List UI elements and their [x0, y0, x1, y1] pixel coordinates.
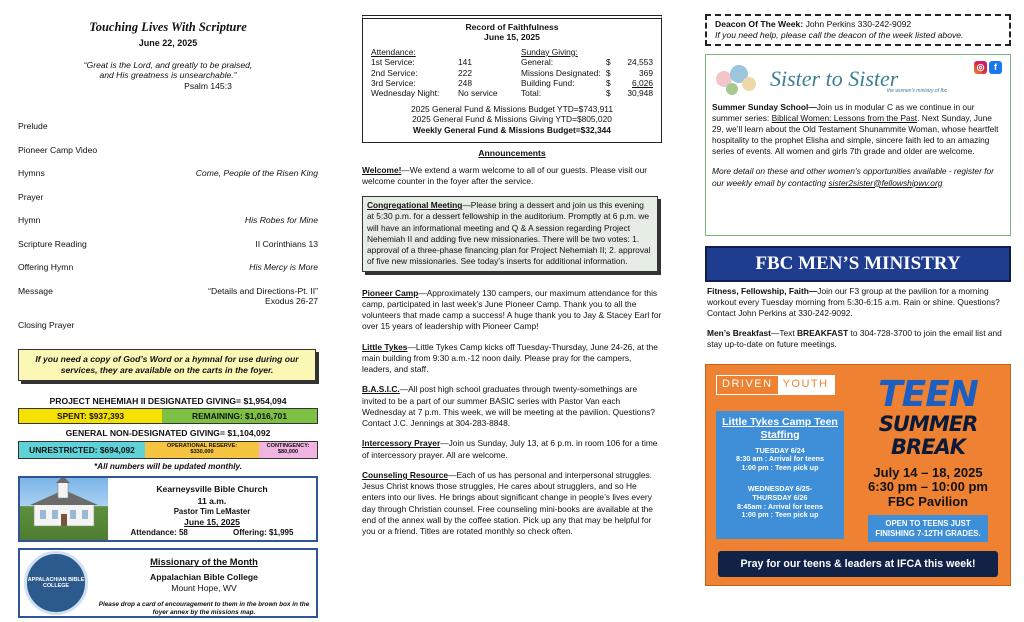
giving-row [521, 68, 653, 78]
giving-value: 24,553 [627, 57, 653, 68]
giving-dollar: $ [606, 67, 611, 78]
verse-line-1: “Great is the Lord, and greatly to be praised, [83, 59, 253, 70]
event-details [854, 466, 1002, 510]
mens-ministry-banner: FBC MEN’S MINISTRY [705, 246, 1011, 282]
giving-dollar: $ [606, 88, 611, 99]
budget-summary [371, 104, 653, 136]
record-of-faithfulness [362, 15, 662, 143]
summer-break-heading: SUMMER BREAK [878, 412, 978, 459]
announcement-text: —Little Tykes Camp kicks off Tuesday-Thursday, June 24-26, at the main building from 9:30 a.m.-12 noon daily. Please pray for the campers, leaders, and staff. [362, 341, 658, 375]
giving-key: Missions Designated: [521, 67, 601, 78]
church-plant-info [108, 478, 316, 540]
prayer-banner: Pray for our teens & leaders at IFCA this week! [718, 551, 998, 577]
order-of-service [18, 121, 318, 343]
school-text-2: . Next Sunday, June 29, we’ll learn about the Old Testament Shunammite Woman, whose heartfelt hospitality to the prophet Elisha and simple, sincere faith led to an amazing series of events. All women and girls 7th grade and older are welcome. [712, 113, 999, 157]
event-dates: July 14 – 18, 2025 [873, 464, 983, 480]
attendance-row [371, 68, 521, 78]
instagram-icon[interactable]: ◎ [974, 61, 987, 74]
church-date: June 15, 2025 [184, 516, 240, 527]
record-title: Record of Faithfulness [465, 22, 559, 32]
service-item-label: Prayer [18, 191, 44, 202]
intercessory-prayer-announcement [362, 438, 662, 461]
service-item-label: Scripture Reading [18, 238, 87, 249]
missionary-info [92, 550, 316, 616]
service-item [18, 239, 318, 263]
wednesday-label: WEDNESDAY 6/25- [747, 483, 813, 493]
tykes-staffing-heading: Little Tykes Camp Teen Staffing [722, 416, 838, 441]
deacon-of-week-box [705, 14, 1011, 46]
service-item-detail: II Corinthians 13 [255, 238, 318, 249]
sister-email-link[interactable]: sister2sister@fellowshipwv.org [828, 177, 943, 188]
announcement-lead: Intercessory Prayer [362, 438, 441, 449]
announcement-lead: Pioneer Camp [362, 287, 419, 298]
announcement-text: —All post high school graduates through twenty-somethings are invited to be a part of our summer BASIC series with Pastor Van each Wednesday at 7 p.m. This week, we will be meeting at the pavilion. Questions? Contact J.C. Jennings at 304-283-8848. [362, 384, 655, 429]
announcement-lead: Little Tykes [362, 341, 408, 352]
announcement-lead: Congregational Meeting [367, 200, 463, 211]
service-item-detail [208, 286, 318, 320]
pioneer-camp-announcement [362, 288, 662, 333]
giving-value: 6,026 [632, 77, 653, 88]
breakfast-lead: Men’s Breakfast [707, 328, 771, 339]
college-seal-icon: APPALACHIAN BIBLE COLLEGE [24, 551, 88, 615]
giving-row [521, 88, 653, 98]
bible-hymnal-note: If you need a copy of God’s Word or a hymnal for use during our services, they are available on the carts in the foyer. [18, 349, 316, 380]
fff-announcement [705, 286, 1011, 319]
breakfast-word: BREAKFAST [797, 328, 849, 339]
operational-value: $330,000 [190, 449, 214, 456]
attendance-value: 248 [458, 77, 472, 88]
breakfast-announcement [705, 328, 1011, 350]
basic-announcement [362, 384, 662, 429]
service-item-detail: His Robes for Mine [244, 215, 318, 226]
service-item-label: Hymn [18, 215, 41, 226]
deacon-note: If you need help, please call the deacon of the week listed above. [715, 29, 964, 40]
service-item [18, 121, 318, 145]
social-links [974, 61, 1002, 74]
nehemiah-heading: PROJECT NEHEMIAH II DESIGNATED GIVING= $1,954,094 [49, 395, 287, 406]
wednesday-pickup: 1:00 pm : Teen pick up [741, 510, 819, 520]
service-item [18, 262, 318, 286]
deacon-label: Deacon Of The Week: [715, 19, 804, 29]
service-item-label: Offering Hymn [18, 262, 74, 273]
sister-logo-text: Sister to Sister [770, 66, 899, 92]
missionary-location: Mount Hope, WV [171, 582, 237, 593]
message-passage: Exodus 26-27 [264, 296, 318, 307]
giving-row [521, 78, 653, 88]
giving-dollar: $ [606, 57, 611, 68]
announcements-heading: Announcements [478, 148, 546, 158]
service-item [18, 192, 318, 216]
attendance-row [371, 78, 521, 88]
announcement-text: —Please bring a dessert and join us this evening at 5:30 p.m. for a dessert fellowship in the auditorium. Promptly at 6 p.m. we will have an informational meeting and Q & A session regarding Project Nehemiah II and adding five new missionaries. There will be two votes: 1. approval of a three-phase financing plan for Project Nehemiah II; 2. approval of five new missionaries. See today’s inserts for additional information. [367, 200, 651, 267]
attendance-key: 1st Service: [371, 57, 415, 68]
missionary-card [18, 548, 318, 618]
bulletin-title: Touching Lives With Scripture [89, 20, 247, 34]
bulletin-date: June 22, 2025 [138, 37, 198, 48]
church-photo [20, 478, 108, 540]
announcement-text: —Approximately 130 campers, our maximum attendance for this camp, participated in last week’s June Pioneer Camp. Thank you to all the volunteers that made camp a success! A huge thank you to Jay & Stacey Earl for over 15 years of leadership with Pioneer Camp! [362, 287, 662, 332]
unrestricted-bar: UNRESTRICTED: $694,092 [19, 442, 145, 458]
middle-column [362, 0, 662, 537]
attendance-value: 222 [458, 67, 472, 78]
breakfast-text-2: to 304-728-3700 to join the email list and stay up-to-date on future meetings. [707, 328, 1002, 350]
left-column [18, 0, 318, 618]
deacon-name: John Perkins 330-242-9092 [805, 19, 912, 29]
record-date: June 15, 2025 [484, 32, 540, 43]
sister-logo [712, 59, 1004, 99]
monthly-update-note: *All numbers will be updated monthly. [94, 462, 242, 472]
operational-label: OPERATIONAL RESERVE: [166, 443, 238, 450]
giving-key: Total: [521, 88, 542, 99]
budget-line-3: Weekly General Fund & Missions Budget=$32,344 [413, 124, 611, 135]
announcement-text: —Join us Sunday, July 13, at 6 p.m. in room 106 for a time of intercessory prayer. All are welcome. [362, 438, 658, 460]
sister-tagline: the women's ministry of fbc [887, 88, 948, 94]
giving-value: 30,948 [627, 88, 653, 99]
announcement-lead: B.A.S.I.C. [362, 384, 400, 395]
more-detail [712, 166, 1004, 188]
giving-dollar: $ [606, 77, 611, 88]
deacon-line [715, 19, 1001, 30]
school-lead: Summer Sunday School— [712, 102, 817, 112]
service-item [18, 286, 318, 320]
tuesday-label: TUESDAY 6/24 [755, 445, 805, 455]
announcement-lead: Welcome! [362, 164, 402, 175]
service-item-label: Message [18, 285, 53, 296]
service-item [18, 145, 318, 169]
attendance-key: Wednesday Night: [371, 88, 440, 99]
verse-reference: Psalm 145:3 [184, 80, 232, 91]
fff-text: Join our F3 group at the pavilion for a morning workout every Tuesday morning from 5:30-6:15 a.m. Rain or shine. Questions? Contact John Perkins at 330-242-9092. [707, 286, 1000, 319]
summer-sunday-school [712, 102, 1004, 157]
youth-flyer [705, 364, 1011, 586]
event-place: FBC Pavilion [887, 493, 969, 509]
missionary-name: Appalachian Bible College [150, 572, 258, 583]
missionary-heading: Missionary of the Month [150, 556, 258, 568]
attendance-row [371, 57, 521, 67]
teen-heading: TEEN [878, 374, 978, 416]
thursday-label: THURSDAY 6/26 [752, 492, 808, 502]
church-pastor: Pastor Tim LeMaster [173, 506, 251, 516]
church-time: 11 a.m. [197, 495, 227, 506]
budget-line-2: 2025 General Fund & Missions Giving YTD=$805,020 [412, 114, 612, 125]
nehemiah-giving-bar [18, 408, 318, 424]
theme-verse [18, 60, 318, 81]
flower-icon [712, 61, 762, 97]
attendance-value: No service [458, 88, 498, 99]
school-text-1: Join us in modular C as we continue in our summer series: [712, 102, 975, 124]
church-plant-card [18, 476, 318, 542]
giving-key: General: [521, 57, 554, 68]
fff-lead: Fitness, Fellowship, Faith— [707, 286, 818, 296]
missionary-note: Please drop a card of encouragement to them in the brown box in the foyer annex by the missions map. [98, 600, 310, 616]
giving-key: Building Fund: [521, 77, 575, 88]
church-offering: Offering: $1,995 [232, 528, 294, 538]
breakfast-text-1: —Text [770, 328, 797, 339]
service-item-detail: Come, People of the Risen King [195, 168, 318, 179]
operational-reserve-bar [145, 442, 259, 458]
giving-value: 369 [639, 67, 653, 78]
service-item-detail: His Mercy is More [249, 262, 318, 273]
church-name: Kearneysville Bible Church [156, 484, 268, 495]
service-item-label: Closing Prayer [18, 319, 75, 330]
attendance-section [371, 47, 521, 99]
service-item [18, 215, 318, 239]
service-item-label: Hymns [18, 168, 45, 179]
announcement-text: —We extend a warm welcome to all of our guests. Please visit our welcome counter in the foyer after the service. [362, 164, 648, 186]
service-item [18, 168, 318, 192]
announcement-text: —Each of us has personal and interpersonal struggles. Jesus Christ knows those struggles, He cares about strugglers, and so He enters into our lives. He brings about significant change in people’s lives every day through Christian counsel. Free counseling mini-books are available at the end of the annex wall by the coffee station. Pick up any that may be helpful for you or a friend. Titles are rotated monthly so check often. [362, 469, 653, 537]
tuesday-arrival: 8:30 am : Arrival for teens [735, 454, 824, 464]
verse-line-2: and His greatness is unsearchable.” [99, 70, 237, 81]
service-item [18, 320, 318, 344]
attendance-value: 141 [458, 57, 472, 68]
school-series: Biblical Women: Lessons from the Past [771, 113, 918, 124]
attendance-label: Attendance: [371, 46, 416, 57]
sister-to-sister-box [705, 54, 1011, 236]
attendance-key: 3rd Service: [371, 77, 416, 88]
tykes-staffing-panel [716, 411, 844, 539]
message-title: “Details and Directions-Pt. II” [208, 285, 318, 296]
contingency-bar [259, 442, 317, 458]
contingency-value: $80,000 [277, 449, 299, 456]
event-times: 6:30 pm – 10:00 pm [868, 479, 988, 495]
counseling-announcement [362, 470, 662, 538]
teen-summer-break-panel [854, 374, 1002, 541]
driven-youth-logo [716, 375, 835, 395]
giving-section [521, 47, 653, 99]
general-heading: GENERAL NON-DESIGNATED GIVING= $1,104,092 [65, 428, 271, 439]
attendance-row [371, 88, 521, 98]
wednesday-arrival: 8:45am : Arrival for teens [736, 501, 824, 511]
little-tykes-announcement [362, 342, 662, 376]
welcome-announcement [362, 165, 662, 188]
eligibility-note: OPEN TO TEENS JUST FINISHING 7-12TH GRADES. [868, 515, 988, 542]
giving-label: Sunday Giving: [521, 46, 578, 57]
congregational-meeting-box [362, 196, 658, 272]
budget-line-1: 2025 General Fund & Missions Budget YTD=$743,911 [411, 103, 613, 114]
service-item-label: Pioneer Camp Video [18, 144, 98, 155]
church-building-icon [20, 478, 108, 540]
contingency-label: CONTINGENCY: [266, 443, 310, 450]
attendance-key: 2nd Service: [371, 67, 418, 78]
spent-bar: SPENT: $937,393 [19, 409, 162, 423]
announcement-lead: Counseling Resource [362, 469, 449, 480]
general-giving-bar [18, 441, 318, 459]
church-attendance: Attendance: 58 [130, 528, 188, 538]
church-stats [108, 528, 316, 538]
remaining-bar: REMAINING: $1,016,701 [162, 409, 317, 423]
more-text: More detail on these and other women’s opportunities available - register for our weekly email by contacting [712, 166, 994, 188]
youth-text: YOUTH [778, 376, 834, 394]
service-item-label: Prelude [18, 121, 48, 132]
tuesday-pickup: 1:00 pm : Teen pick up [741, 463, 819, 473]
facebook-icon[interactable]: f [989, 61, 1002, 74]
giving-row [521, 57, 653, 67]
driven-text: DRIVEN [722, 378, 773, 391]
record-columns [371, 47, 653, 99]
right-column [705, 0, 1011, 586]
